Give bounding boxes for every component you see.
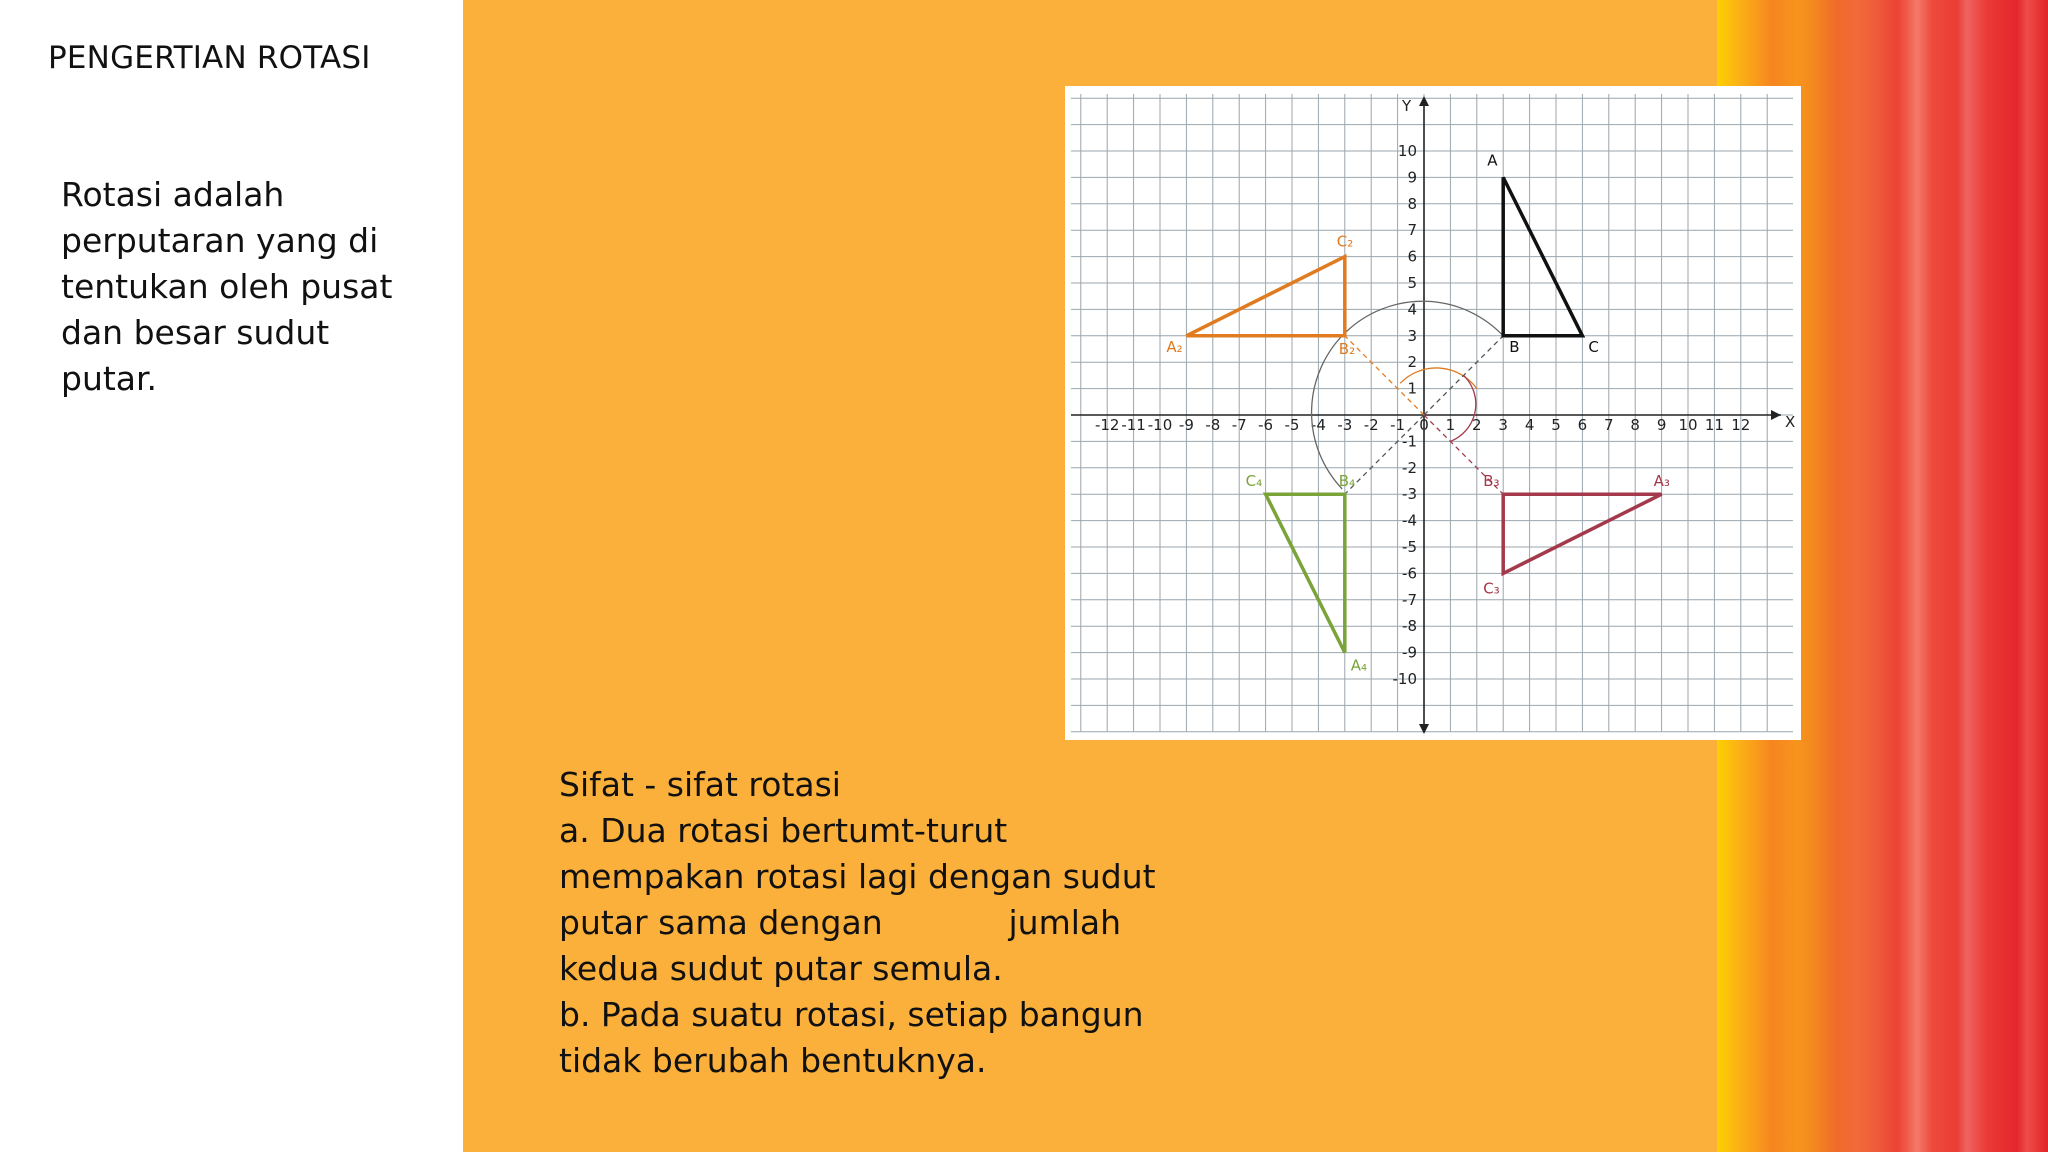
x-tick-label: -7: [1231, 416, 1247, 434]
vertex-label: C₂: [1336, 232, 1354, 251]
vertex-label: C₄: [1245, 472, 1263, 491]
dashed-radius: [1345, 415, 1424, 494]
x-tick-label: -8: [1205, 416, 1221, 434]
dashed-radius: [1424, 336, 1503, 415]
y-tick-label: 2: [1407, 353, 1417, 372]
x-tick-label: 2: [1472, 416, 1482, 434]
vertex-label: A: [1487, 151, 1498, 170]
y-tick-label: 1: [1407, 379, 1417, 398]
dashed-radius: [1345, 336, 1424, 415]
x-tick-label: 4: [1524, 416, 1535, 434]
x-tick-label: -5: [1284, 416, 1300, 434]
x-tick-label: 6: [1577, 416, 1588, 434]
property-line: kedua sudut putar semula.: [559, 949, 1003, 988]
y-axis-arrow: [1419, 724, 1429, 734]
y-tick-label: -8: [1402, 617, 1417, 636]
left-panel: [0, 0, 463, 1152]
x-tick-label: -12: [1094, 416, 1120, 434]
y-tick-label: -1: [1402, 432, 1417, 451]
x-tick-label: 11: [1704, 416, 1724, 434]
y-tick-label: -2: [1402, 458, 1417, 477]
y-tick-label: 7: [1407, 221, 1417, 240]
vertex-label: C: [1588, 337, 1599, 356]
y-tick-label: 10: [1397, 142, 1417, 160]
vertex-label: A₂: [1166, 337, 1183, 356]
property-line: a. Dua rotasi bertumt-turut: [559, 811, 1008, 850]
vertex-label: B₃: [1483, 472, 1500, 491]
vertex-label: A₄: [1350, 656, 1368, 675]
x-tick-label: -1: [1390, 416, 1406, 434]
x-tick-label: 5: [1551, 416, 1561, 434]
y-axis-label: Y: [1402, 97, 1412, 115]
x-tick-label: -4: [1310, 416, 1326, 434]
y-tick-label: 9: [1407, 168, 1417, 187]
slide-title: PENGERTIAN ROTASI: [48, 40, 371, 76]
vertex-label: B: [1509, 337, 1520, 356]
y-tick-label: 3: [1407, 326, 1417, 345]
x-axis-arrow: [1771, 410, 1781, 420]
x-tick-label: 9: [1656, 416, 1667, 434]
y-axis-arrow: [1419, 96, 1429, 106]
x-tick-label: 10: [1678, 416, 1698, 434]
y-tick-label: -4: [1402, 511, 1417, 530]
rotation-diagram: [1065, 86, 1801, 740]
vertex-label: A₃: [1653, 472, 1670, 491]
x-tick-label: -3: [1337, 416, 1353, 434]
x-tick-label: -11: [1121, 416, 1146, 434]
vertex-label: B₂: [1338, 339, 1356, 358]
x-tick-label: 8: [1630, 416, 1640, 434]
y-tick-label: 4: [1407, 300, 1417, 319]
y-tick-label: 8: [1407, 194, 1417, 213]
y-tick-label: 6: [1407, 247, 1417, 266]
y-tick-label: 5: [1407, 274, 1417, 292]
x-tick-label: 7: [1604, 416, 1614, 434]
vertex-label: B₄: [1338, 472, 1356, 491]
x-tick-label: -2: [1363, 416, 1379, 434]
x-tick-label: 3: [1498, 416, 1508, 434]
x-tick-label: 0: [1419, 416, 1429, 434]
coordinate-plane: [1065, 86, 1801, 740]
y-tick-label: -3: [1402, 485, 1417, 504]
x-tick-label: 12: [1731, 416, 1751, 434]
rotation-properties: [559, 762, 1179, 1084]
x-tick-label: -10: [1147, 416, 1173, 434]
y-tick-label: -6: [1402, 564, 1417, 583]
y-tick-label: -10: [1392, 670, 1417, 688]
property-line: tidak berubah bentuknya.: [559, 1041, 987, 1080]
property-line: putar sama dengan jumlah: [559, 903, 1122, 942]
definition-text: Rotasi adalah perputaran yang di tentukan oleh pusat dan besar sudut putar.: [61, 175, 393, 398]
x-tick-label: 1: [1445, 416, 1456, 434]
y-tick-label: -7: [1402, 590, 1417, 609]
properties-heading: Sifat - sifat rotasi: [559, 765, 841, 804]
x-tick-label: -6: [1258, 416, 1274, 434]
y-tick-label: -9: [1402, 643, 1417, 662]
x-tick-label: -9: [1178, 416, 1194, 434]
vertex-label: C₃: [1483, 579, 1500, 598]
y-tick-label: -5: [1402, 538, 1417, 556]
property-line: mempakan rotasi lagi dengan sudut: [559, 857, 1156, 896]
x-axis-label: X: [1785, 413, 1796, 431]
property-line: b. Pada suatu rotasi, setiap bangun: [559, 995, 1144, 1034]
